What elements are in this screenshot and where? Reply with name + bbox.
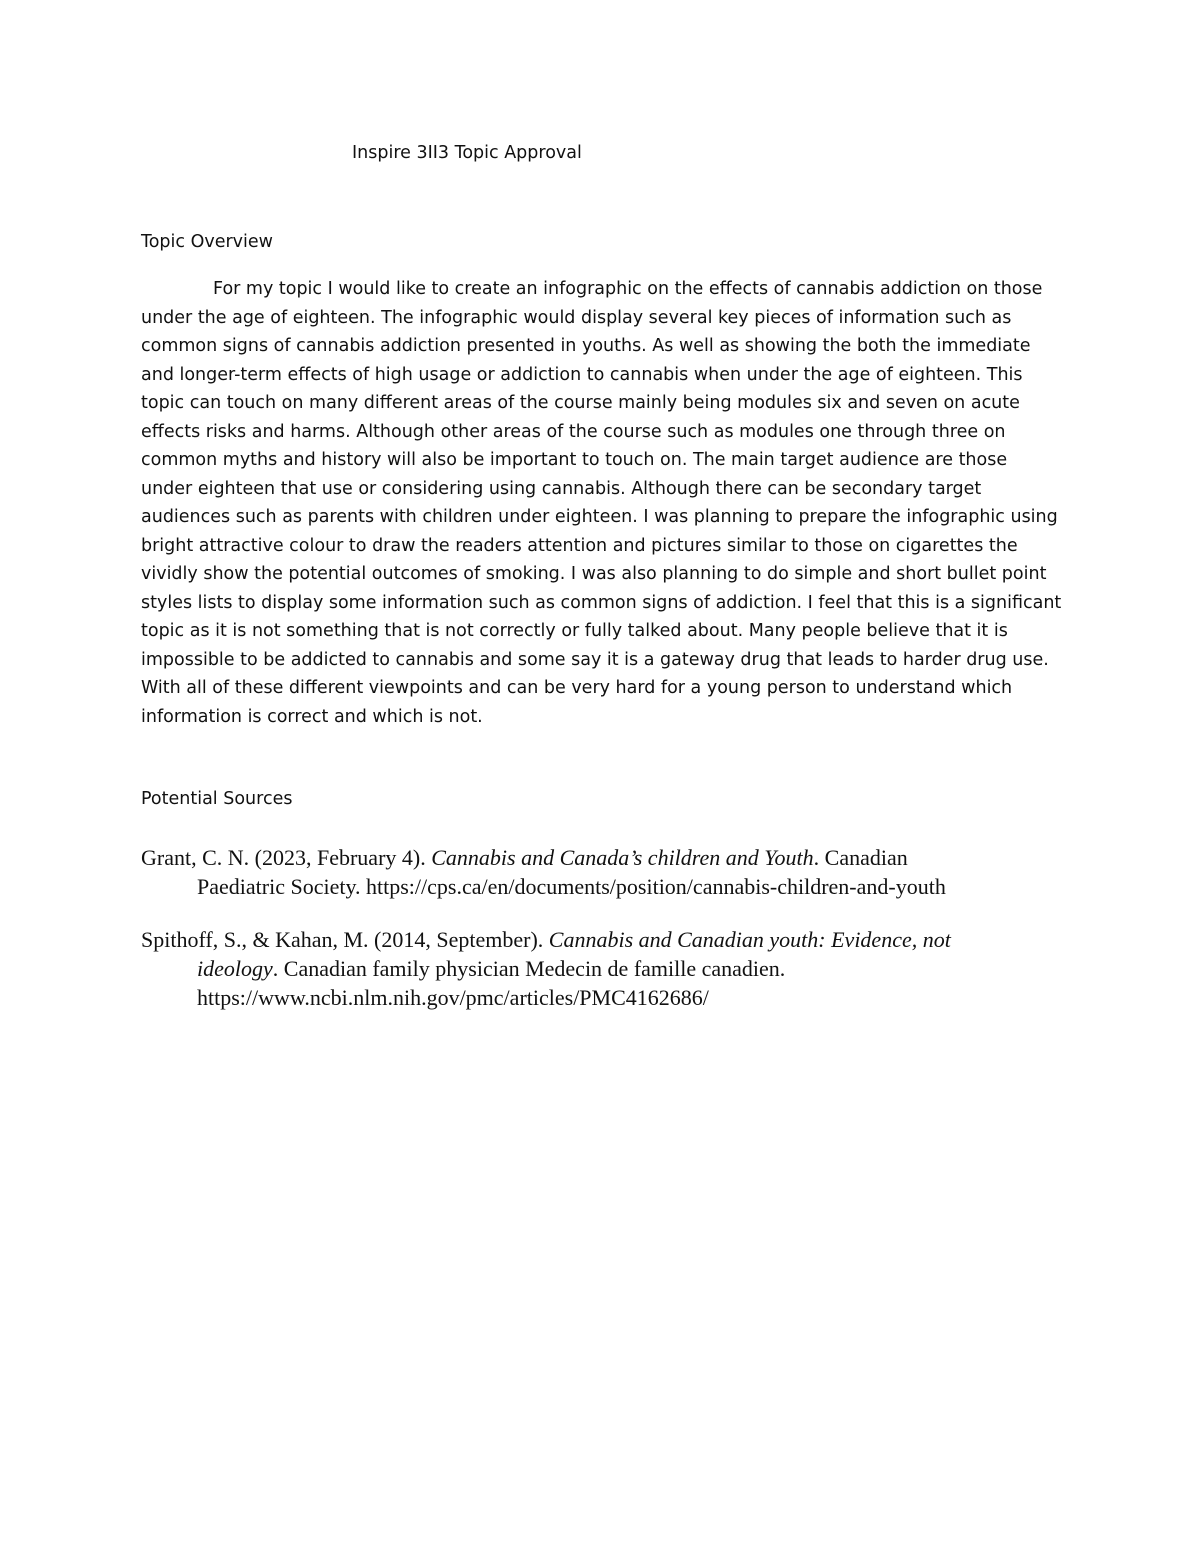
paragraph-line: impossible to be addicted to cannabis and some say it is a gateway drug that leads to harder drug use.	[141, 649, 1049, 670]
reference-line	[141, 954, 1091, 983]
paragraph-line: effects risks and harms. Although other areas of the course such as modules one through three on	[141, 421, 1006, 442]
paragraph-line: With all of these different viewpoints and can be very hard for a young person to understand which	[141, 678, 1013, 698]
paragraph-line: under eighteen that use or considering using cannabis. Although there can be secondary target	[141, 478, 982, 499]
potential-sources-heading: Potential Sources	[141, 789, 293, 809]
reference-entry	[141, 843, 1091, 901]
paragraph-line: and longer-term effects of high usage or addiction to cannabis when under the age of eighteen. This	[141, 364, 1023, 385]
reference-line	[141, 925, 1091, 954]
paragraph-line: under the age of eighteen. The infographic would display several key pieces of information such as	[141, 307, 1012, 328]
paragraph-line: bright attractive colour to draw the readers attention and pictures similar to those on cigarettes the	[141, 535, 1018, 556]
paragraph-line: topic can touch on many different areas of the course mainly being modules six and seven on acute	[141, 393, 1020, 413]
reference-publisher: . Canadian	[813, 845, 908, 870]
topic-overview-heading: Topic Overview	[141, 232, 273, 252]
reference-line	[141, 843, 1091, 872]
paragraph-line: topic as it is not something that is not correctly or fully talked about. Many people believe that it is	[141, 621, 1008, 641]
reference-authors-date: Grant, C. N. (2023, February 4).	[141, 845, 432, 870]
reference-entry	[141, 925, 1091, 1012]
reference-title: Cannabis and Canada’s children and Youth	[431, 845, 814, 870]
reference-url: Paediatric Society. https://cps.ca/en/documents/position/cannabis-children-and-youth	[197, 874, 946, 899]
paragraph-line: vividly show the potential outcomes of smoking. I was also planning to do simple and short bullet point	[141, 564, 1047, 584]
topic-overview-paragraph	[141, 275, 1061, 731]
reference-journal: . Canadian family physician Medecin de famille canadien.	[272, 956, 786, 981]
document-title: Inspire 3II3 Topic Approval	[352, 143, 582, 163]
paragraph-line: common myths and history will also be important to touch on. The main target audience are those	[141, 450, 1008, 470]
paragraph-line: common signs of cannabis addiction presented in youths. As well as showing the both the immediate	[141, 336, 1031, 356]
paragraph-line: styles lists to display some information such as common signs of addiction. I feel that this is a significant	[141, 592, 1062, 613]
paragraph-line: For my topic I would like to create an infographic on the effects of cannabis addiction on those	[213, 279, 1043, 299]
reference-title: Cannabis and Canadian youth: Evidence, not	[548, 927, 951, 952]
reference-line	[141, 983, 1091, 1012]
reference-url: https://www.ncbi.nlm.nih.gov/pmc/articles/PMC4162686/	[197, 985, 709, 1010]
paragraph-line: information is correct and which is not.	[141, 706, 483, 727]
reference-title-cont: ideology	[197, 956, 273, 981]
paragraph-line: audiences such as parents with children under eighteen. I was planning to prepare the infographic using	[141, 507, 1058, 527]
reference-authors-date: Spithoff, S., & Kahan, M. (2014, September).	[141, 927, 549, 952]
reference-line	[141, 872, 1091, 901]
